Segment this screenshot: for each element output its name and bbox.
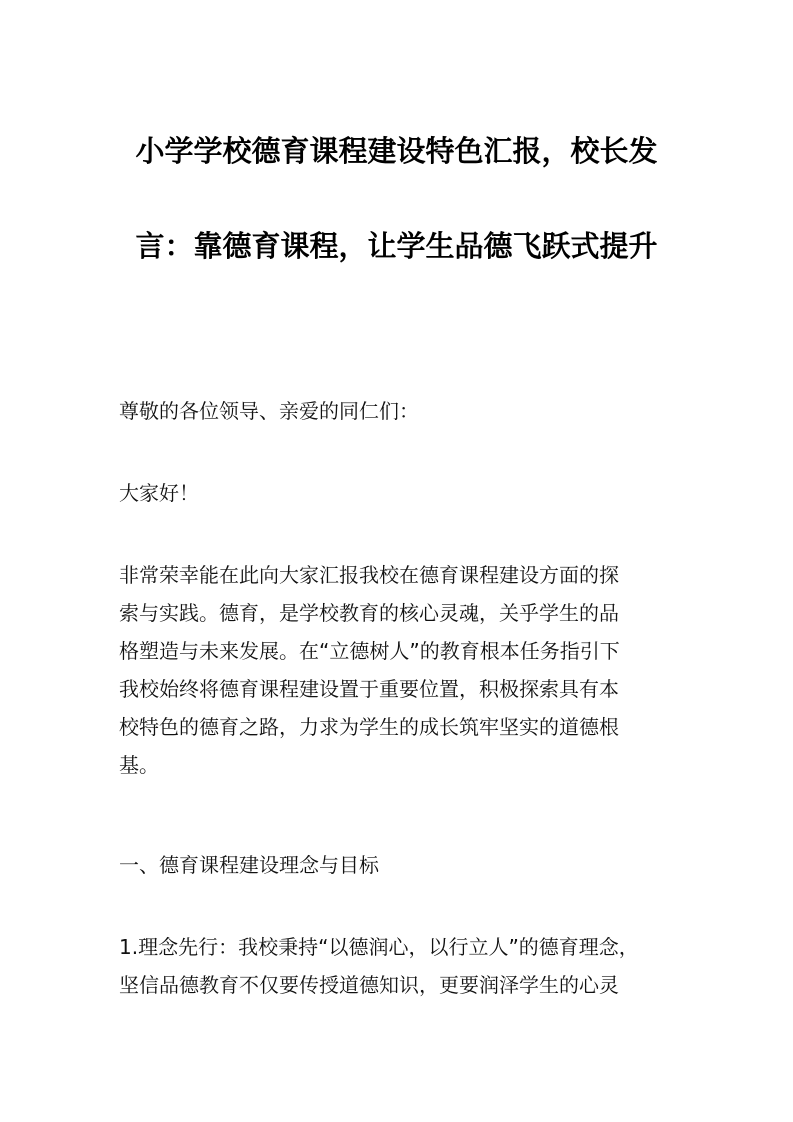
intro-line: 格塑造与未来发展。在“立德树人”的教育根本任务指引下 bbox=[119, 639, 620, 663]
document-title-line-2: 言：靠德育课程，让学生品德飞跃式提升 bbox=[135, 229, 658, 263]
intro-line: 我校始终将德育课程建设置于重要位置，积极探索具有本 bbox=[119, 677, 619, 701]
intro-line: 基。 bbox=[119, 753, 159, 777]
greeting-paragraph bbox=[119, 392, 699, 430]
intro-line: 校特色的德育之路，力求为学生的成长筑牢坚实的道德根 bbox=[119, 715, 619, 739]
item-1-paragraph bbox=[119, 928, 699, 1004]
item-1-line: 1.理念先行：我校秉持“以德润心，以行立人”的德育理念， bbox=[119, 935, 639, 959]
intro-line: 非常荣幸能在此向大家汇报我校在德育课程建设方面的探 bbox=[119, 563, 619, 587]
greeting-text: 尊敬的各位领导、亲爱的同仁们： bbox=[119, 399, 419, 423]
document-title-line-1: 小学学校德育课程建设特色汇报，校长发 bbox=[135, 134, 658, 168]
intro-line: 索与实践。德育，是学校教育的核心灵魂，关乎学生的品 bbox=[119, 601, 619, 625]
hello-paragraph bbox=[119, 474, 699, 512]
hello-text: 大家好！ bbox=[119, 481, 199, 505]
section-heading-text: 一、德育课程建设理念与目标 bbox=[119, 853, 379, 877]
item-1-line: 坚信品德教育不仅要传授道德知识，更要润泽学生的心灵 bbox=[119, 973, 619, 997]
intro-paragraph bbox=[119, 556, 699, 784]
section-1-heading bbox=[119, 846, 699, 884]
